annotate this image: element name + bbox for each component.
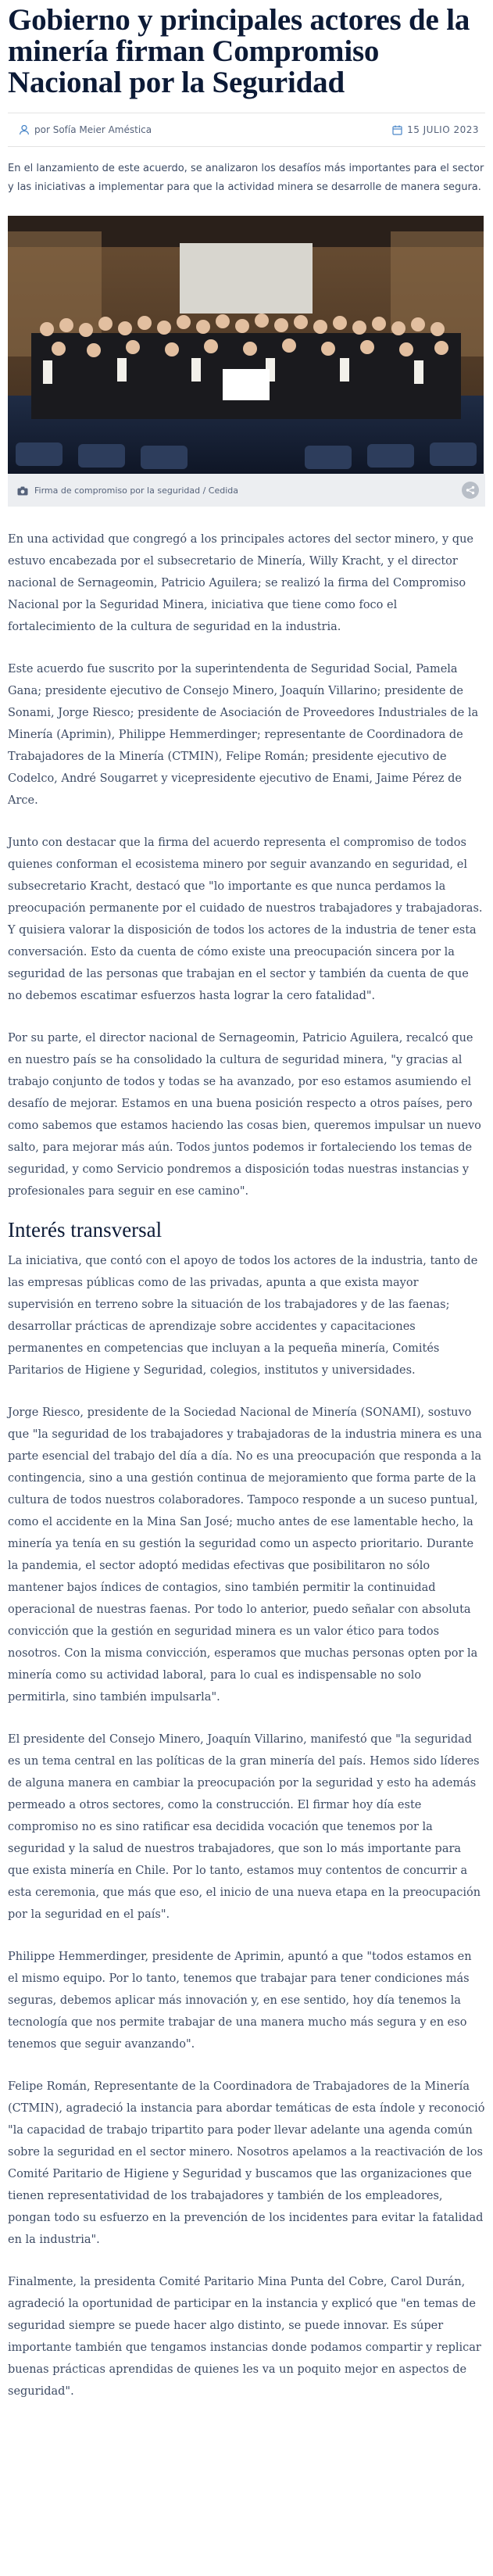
author-block xyxy=(19,124,152,136)
article-author[interactable]: por Sofía Meier Améstica xyxy=(34,124,152,135)
body-paragraph: Jorge Riesco, presidente de la Sociedad Nacional de Minería (SONAMI), sostuvo que "la seguridad de los trabajadores y trabajadoras de la industria minera es una parte esencial del trabajo del día a día. No es una preocupación que responda a la contingencia, sino a una gestión continua de mejoramiento que forma parte de la cultura de todos nuestros colaboradores. Tampoco responde a un suceso puntual, como el accidente en la Mina San José; mucho antes de ese lamentable hecho, la minería ya tenía en su gestión la seguridad como un aspecto prioritario. Durante la pandemia, el sector adoptó medidas efectivas que posibilitaron no sólo mantener bajos índices de contagios, sino también permitir la continuidad operacional de nuestras faenas. Por todo lo anterior, puedo señalar con absoluta convicción que la gestión en seguridad minera es un valor ético para todos nosotros. Con la misma convicción, esperamos que muchas personas opten por la minería como su actividad laboral, para lo cual es indispensable no solo permitirla, sino también impulsarla". xyxy=(8,1406,482,1704)
article-lede: En el lanzamiento de este acuerdo, se analizaron los desafíos más importantes para el sector y las iniciativas a implementar para que la actividad minera se desarrolle de manera segura. xyxy=(8,163,484,193)
section-subheading: Interés transversal xyxy=(8,1218,163,1241)
body-paragraph: Philippe Hemmerdinger, presidente de Aprimin, apuntó a que "todos estamos en el mismo equipo. Por lo tanto, tenemos que trabajar para tener condiciones más seguras, debemos aplicar más innovación y, en ese sentido, hoy día tenemos la tecnología que nos permite trabajar de una manera mucho más segura y en eso tenemos que seguir avanzando". xyxy=(8,1951,472,2051)
article-photo[interactable] xyxy=(8,216,484,474)
date-block xyxy=(392,124,479,135)
body-paragraph: La iniciativa, que contó con el apoyo de todos los actores de la industria, tanto de las empresas públicas como de las privadas, apunta a que exista mayor supervisión en terreno sobre la situación de los trabajadores y de las faenas; desarrollar prácticas de aprendizaje sobre accidentes y capacitaciones permanentes en competencias que incluyan a la pequeña minería, Comités Paritarios de Higiene y Seguridad, colegios, institutos y universidades. xyxy=(8,1255,478,1377)
user-icon xyxy=(19,124,30,136)
article-headline: Gobierno y principales actores de la minería firman Compromiso Nacional por la Seguridad xyxy=(8,3,470,99)
photo-caption-bar xyxy=(8,474,485,507)
group-photo-illustration xyxy=(8,216,484,474)
body-paragraph: Este acuerdo fue suscrito por la superintendenta de Seguridad Social, Pamela Gana; presidente ejecutivo de Consejo Minero, Joaquín Villarino; presidente de Sonami, Jorge Riesco; presidente de Asociación de Proveedores Industriales de la Minería (Aprimin), Philippe Hemmerdinger; representante de Coordinadora de Trabajadores de la Minería (CTMIN), Felipe Román; presidente ejecutivo de Codelco, André Sougarret y vicepresidente ejecutivo de Enami, Jaime Pérez de Arce. xyxy=(8,663,479,807)
caption-block xyxy=(17,485,238,496)
body-paragraph: Junto con destacar que la firma del acuerdo representa el compromiso de todos quienes conforman el ecosistema minero por seguir avanzando en seguridad, el subsecretario Kracht, destacó que "lo importante es que nunca perdamos la preocupación permanente por el cuidado de nuestros trabajadores y trabajadoras. Y quisiera valorar la disposición de todos los actores de la industria de tener esta conversación. Esto da cuenta de cómo existe una preocupación sincera por la seguridad de las personas que trabajan en el sector y también da cuenta de que no debemos escatimar esfuerzos hasta lograr la cero fatalidad". xyxy=(8,837,483,1002)
article-page xyxy=(0,5,493,2410)
body-paragraph: En una actividad que congregó a los principales actores del sector minero, y que estuvo encabezada por el subsecretario de Minería, Willy Kracht, y el director nacional de Sernageomin, Patricio Aguilera; se realizó la firma del Compromiso Nacional por la Seguridad Minera, iniciativa que tiene como foco el fortalecimiento de la cultura de seguridad en la industria. xyxy=(8,533,473,633)
article-date: 15 JULIO 2023 xyxy=(407,124,479,135)
body-paragraph: El presidente del Consejo Minero, Joaquín Villarino, manifestó que "la seguridad es un tema central en las políticas de la gran minería del país. Hemos sido líderes de alguna manera en cambiar la preocupación por la seguridad y esto ha además permeado a otros sectores, como la construcción. El firmar hoy día este compromiso no es sino ratificar esa decidida vocación que tenemos por la seguridad y la salud de nuestros trabajadores, que son lo más importante para que exista minería en Chile. Por lo tanto, estamos muy contentos de concurrir a esta ceremonia, que más que eso, el inicio de una nueva etapa en la preocupación por la seguridad en el país". xyxy=(8,1733,481,1921)
body-paragraph: Por su parte, el director nacional de Sernageomin, Patricio Aguilera, recalcó que en nuestro país se ha consolidado la cultura de seguridad minera, "y gracias al trabajo conjunto de todos y todas se ha avanzado, por eso estamos asumiendo el desafío de mejorar. Estamos en una buena posición respecto a otros países, pero como sabemos que estamos haciendo las cosas bien, queremos impulsar un nuevo salto, para mejorar más aún. Todos juntos podemos ir fortaleciendo los temas de seguridad, y como Servicio pondremos a disposición todas nuestras instancias y profesionales para seguir en ese camino". xyxy=(8,1032,481,1198)
body-paragraph: Felipe Román, Representante de la Coordinadora de Trabajadores de la Minería (CTMIN), agradeció la instancia para abordar temáticas de esta índole y reconoció "la capacidad de trabajo tripartito para poder llevar adelante una agenda común sobre la seguridad en el sector minero. Nosotros apelamos a la reactivación de los Comité Paritario de Higiene y Seguridad y buscamos que las organizaciones que tienen representatividad de los trabajadores y también de los empleadores, pongan todo su esfuerzo en la prevención de los incidentes para evitar la fatalidad en la industria". xyxy=(8,2080,485,2246)
camera-icon xyxy=(17,485,28,496)
article-meta xyxy=(8,113,485,147)
calendar-icon xyxy=(392,124,402,135)
body-paragraph: Finalmente, la presidenta Comité Paritario Mina Punta del Cobre, Carol Durán, agradeció la oportunidad de participar en la instancia y explicó que "en temas de seguridad siempre se puede hacer algo distinto, se puede innovar. Es súper importante también que tengamos instancias donde podamos compartir y replicar buenas prácticas aprendidas de quienes les va un poquito mejor en aspectos de seguridad". xyxy=(8,2276,481,2398)
share-icon[interactable] xyxy=(462,482,479,499)
photo-caption: Firma de compromiso por la seguridad / Cedida xyxy=(34,485,238,496)
